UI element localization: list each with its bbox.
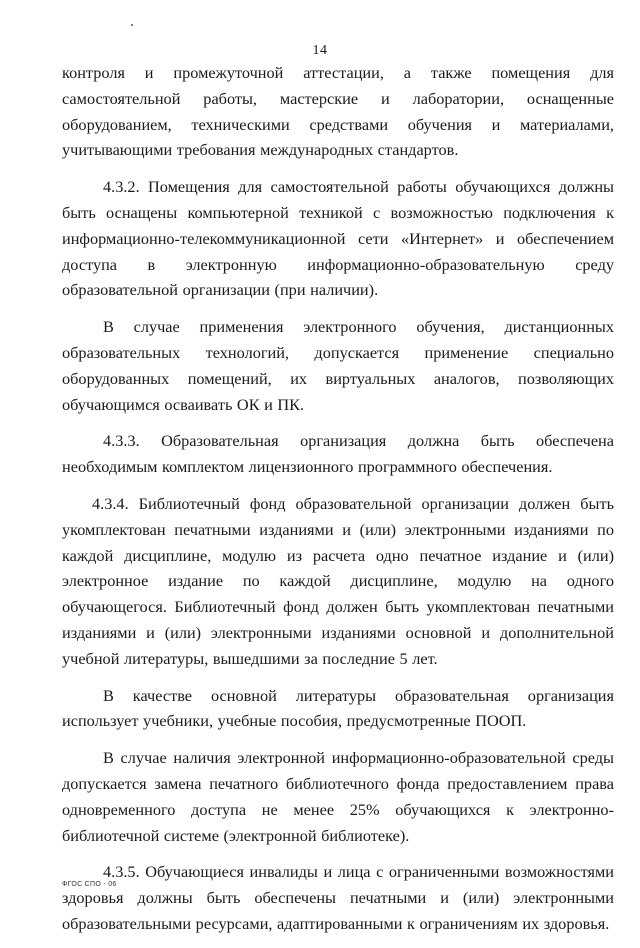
paragraph-4-3-2: 4.3.2. Помещения для самостоятельной работы обучающихся должны быть оснащены компьютерной техникой с возможностью подключения к информационно-телекоммуникационной сети «Интернет» и обеспечением доступа в электронную информационно-образовательную среду образовательной организации (при наличии). — [62, 177, 614, 300]
paragraph-main-literature: В качестве основной литературы образовательная организация использует учебники, учебные пособия, предусмотренные ПООП. — [62, 685, 614, 731]
page-number: 14 — [312, 43, 328, 58]
paragraph-continuation: контроля и промежуточной аттестации, а также помещения для самостоятельной работы, мастерские и лаборатории, оснащенные оборудованием, техническими средствами обучения и материалами, учитывающими требования международных стандартов. — [62, 63, 614, 160]
paragraph-e-learning: В случае применения электронного обучения, дистанционных образовательных технологий, допускается применение специально оборудованных помещений, их виртуальных аналогов, позволяющих обучающимся осваивать ОК и ПК. — [62, 317, 614, 414]
document-body — [62, 60, 614, 948]
paragraph-electronic-library: В случае наличия электронной информационно-образовательной среды допускается замена печатного библиотечного фонда предоставлением права одновременного доступа не менее 25% обучающихся к электронно-библиотечной системе (электронной библиотеке). — [62, 748, 614, 845]
footer-label: ФГОС СПО - 06 — [62, 881, 117, 888]
paragraph-4-3-3: 4.3.3. Образовательная организация должна быть обеспечена необходимым комплектом лицензионного программного обеспечения. — [62, 431, 614, 477]
scan-speck — [131, 24, 133, 26]
paragraph-4-3-5: 4.3.5. Обучающиеся инвалиды и лица с ограниченными возможностями здоровья должны быть обеспечены печатными и (или) электронными образовательными ресурсами, адаптированными к ограничениям их здоровья. — [62, 862, 614, 933]
paragraph-4-3-4: 4.3.4. Библиотечный фонд образовательной организации должен быть укомплектован печатными изданиями и (или) электронными изданиями по каждой дисциплине, модулю из расчета одно печатное издание и (или) электронное издание по каждой дисциплине, модулю на одного обучающегося. Библиотечный фонд должен быть укомплектован печатными изданиями и (или) электронными изданиями основной и дополнительной учебной литературы, вышедшими за последние 5 лет. — [62, 493, 614, 668]
